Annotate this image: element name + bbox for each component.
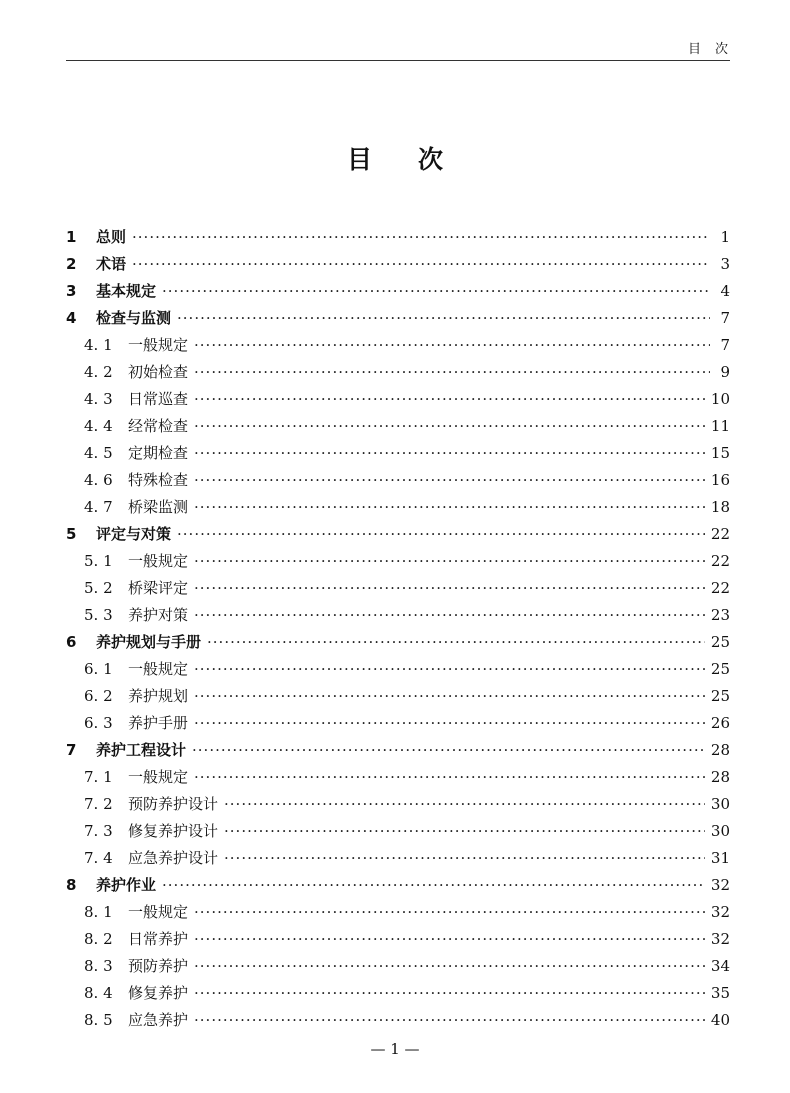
toc-entry-label: 养护作业	[96, 876, 157, 894]
toc-entry-label: 总则	[96, 228, 127, 246]
toc-entry-page: 7	[720, 309, 730, 327]
toc-entry-number: 7. 4	[84, 849, 113, 867]
toc-entry-page: 3	[720, 255, 730, 273]
toc-entry-number: 5. 3	[84, 606, 113, 624]
table-of-contents	[66, 224, 730, 1034]
toc-entry-label: 养护手册	[128, 714, 189, 732]
toc-entry-label: 一般规定	[128, 552, 189, 570]
toc-dot-leader	[224, 818, 705, 845]
toc-entry-page: 22	[710, 579, 730, 597]
toc-entry-label: 检查与监测	[96, 309, 172, 327]
toc-section-entry[interactable]	[66, 818, 730, 845]
toc-chapter-entry[interactable]	[66, 305, 730, 332]
running-header-title: 目次	[687, 42, 742, 57]
toc-entry-page: 35	[710, 984, 730, 1002]
toc-entry-page: 7	[720, 336, 730, 354]
toc-entry-page: 25	[710, 687, 730, 705]
toc-entry-number: 4. 4	[84, 417, 113, 435]
toc-chapter-entry[interactable]	[66, 737, 730, 764]
toc-chapter-entry[interactable]	[66, 224, 730, 251]
toc-chapter-entry[interactable]	[66, 278, 730, 305]
toc-entry-number: 5	[66, 525, 77, 543]
toc-entry-page: 18	[710, 498, 730, 516]
toc-entry-number: 4. 6	[84, 471, 113, 489]
toc-dot-leader	[132, 224, 710, 251]
toc-entry-page: 30	[710, 795, 730, 813]
toc-entry-number: 8. 2	[84, 930, 113, 948]
toc-entry-page: 34	[710, 957, 730, 975]
toc-section-entry[interactable]	[66, 467, 730, 494]
toc-entry-page: 22	[710, 552, 730, 570]
toc-entry-page: 23	[710, 606, 730, 624]
toc-section-entry[interactable]	[66, 791, 730, 818]
toc-entry-page: 40	[710, 1011, 730, 1029]
toc-entry-number: 7. 3	[84, 822, 113, 840]
toc-dot-leader	[194, 980, 705, 1007]
toc-section-entry[interactable]	[66, 764, 730, 791]
toc-dot-leader	[194, 359, 710, 386]
toc-entry-label: 应急养护设计	[128, 849, 219, 867]
toc-section-entry[interactable]	[66, 926, 730, 953]
toc-dot-leader	[194, 440, 705, 467]
toc-entry-label: 经常检查	[128, 417, 189, 435]
toc-dot-leader	[177, 305, 710, 332]
toc-chapter-entry[interactable]	[66, 629, 730, 656]
toc-entry-label: 应急养护	[128, 1011, 189, 1029]
toc-dot-leader	[194, 683, 705, 710]
toc-entry-label: 预防养护设计	[128, 795, 219, 813]
running-header	[66, 32, 742, 61]
toc-entry-number: 8. 5	[84, 1011, 113, 1029]
toc-dot-leader	[224, 845, 705, 872]
toc-entry-label: 养护规划与手册	[96, 633, 202, 651]
toc-entry-label: 养护对策	[128, 606, 189, 624]
toc-entry-label: 评定与对策	[96, 525, 172, 543]
toc-entry-label: 一般规定	[128, 903, 189, 921]
toc-entry-label: 一般规定	[128, 336, 189, 354]
toc-section-entry[interactable]	[66, 440, 730, 467]
toc-entry-label: 修复养护	[128, 984, 189, 1002]
toc-entry-label: 术语	[96, 255, 127, 273]
toc-section-entry[interactable]	[66, 413, 730, 440]
toc-entry-page: 16	[710, 471, 730, 489]
toc-dot-leader	[162, 872, 705, 899]
toc-section-entry[interactable]	[66, 1007, 730, 1034]
toc-entry-number: 5. 2	[84, 579, 113, 597]
toc-entry-label: 基本规定	[96, 282, 157, 300]
toc-entry-label: 定期检查	[128, 444, 189, 462]
toc-dot-leader	[194, 602, 705, 629]
toc-entry-label: 日常养护	[128, 930, 189, 948]
toc-entry-number: 6. 1	[84, 660, 113, 678]
toc-dot-leader	[192, 737, 705, 764]
toc-entry-number: 4. 2	[84, 363, 113, 381]
toc-entry-label: 桥梁监测	[128, 498, 189, 516]
toc-entry-page: 26	[710, 714, 730, 732]
toc-entry-label: 养护工程设计	[96, 741, 187, 759]
toc-entry-page: 30	[710, 822, 730, 840]
toc-entry-number: 4. 5	[84, 444, 113, 462]
toc-entry-label: 预防养护	[128, 957, 189, 975]
toc-section-entry[interactable]	[66, 494, 730, 521]
toc-entry-page: 22	[710, 525, 730, 543]
toc-dot-leader	[194, 764, 705, 791]
toc-entry-label: 日常巡查	[128, 390, 189, 408]
toc-dot-leader	[194, 656, 705, 683]
toc-entry-label: 初始检查	[128, 363, 189, 381]
toc-entry-number: 4. 1	[84, 336, 113, 354]
toc-entry-page: 31	[710, 849, 730, 867]
page-title: 目次	[346, 145, 489, 174]
toc-entry-number: 4. 7	[84, 498, 113, 516]
toc-dot-leader	[194, 494, 705, 521]
toc-section-entry[interactable]	[66, 602, 730, 629]
toc-entry-number: 6	[66, 633, 77, 651]
toc-entry-page: 32	[710, 876, 730, 894]
toc-chapter-entry[interactable]	[66, 872, 730, 899]
toc-dot-leader	[194, 899, 705, 926]
toc-dot-leader	[194, 1007, 705, 1034]
toc-dot-leader	[177, 521, 705, 548]
toc-entry-number: 6. 3	[84, 714, 113, 732]
toc-entry-label: 养护规划	[128, 687, 189, 705]
toc-entry-page: 28	[710, 768, 730, 786]
toc-entry-number: 4. 3	[84, 390, 113, 408]
toc-section-entry[interactable]	[66, 899, 730, 926]
toc-entry-number: 8. 1	[84, 903, 113, 921]
toc-entry-page: 11	[710, 417, 730, 435]
toc-dot-leader	[194, 575, 705, 602]
toc-dot-leader	[194, 386, 705, 413]
toc-dot-leader	[194, 548, 705, 575]
toc-entry-label: 一般规定	[128, 660, 189, 678]
toc-section-entry[interactable]	[66, 845, 730, 872]
toc-dot-leader	[194, 413, 705, 440]
toc-entry-number: 7. 2	[84, 795, 113, 813]
toc-entry-number: 5. 1	[84, 552, 113, 570]
toc-section-entry[interactable]	[66, 575, 730, 602]
toc-chapter-entry[interactable]	[66, 521, 730, 548]
toc-entry-number: 3	[66, 282, 77, 300]
toc-dot-leader	[194, 332, 710, 359]
toc-dot-leader	[207, 629, 705, 656]
toc-dot-leader	[194, 467, 705, 494]
toc-entry-label: 桥梁评定	[128, 579, 189, 597]
toc-section-entry[interactable]	[66, 332, 730, 359]
toc-entry-page: 32	[710, 903, 730, 921]
toc-section-entry[interactable]	[66, 710, 730, 737]
toc-dot-leader	[224, 791, 705, 818]
toc-entry-label: 一般规定	[128, 768, 189, 786]
toc-entry-page: 15	[710, 444, 730, 462]
toc-section-entry[interactable]	[66, 548, 730, 575]
toc-entry-page: 10	[710, 390, 730, 408]
toc-entry-label: 特殊检查	[128, 471, 189, 489]
toc-section-entry[interactable]	[66, 656, 730, 683]
toc-dot-leader	[132, 251, 710, 278]
toc-dot-leader	[162, 278, 710, 305]
toc-entry-page: 28	[710, 741, 730, 759]
toc-section-entry[interactable]	[66, 683, 730, 710]
toc-entry-label: 修复养护设计	[128, 822, 219, 840]
toc-entry-number: 8. 4	[84, 984, 113, 1002]
toc-entry-page: 1	[720, 228, 730, 246]
toc-entry-number: 4	[66, 309, 77, 327]
toc-section-entry[interactable]	[66, 359, 730, 386]
toc-section-entry[interactable]	[66, 386, 730, 413]
toc-entry-page: 25	[710, 633, 730, 651]
toc-section-entry[interactable]	[66, 953, 730, 980]
toc-entry-page: 9	[720, 363, 730, 381]
toc-entry-number: 7	[66, 741, 77, 759]
toc-entry-page: 32	[710, 930, 730, 948]
toc-entry-number: 6. 2	[84, 687, 113, 705]
toc-dot-leader	[194, 953, 705, 980]
toc-dot-leader	[194, 710, 705, 737]
toc-section-entry[interactable]	[66, 980, 730, 1007]
toc-chapter-entry[interactable]	[66, 251, 730, 278]
page-number: — 1 —	[370, 1040, 420, 1058]
toc-entry-number: 8. 3	[84, 957, 113, 975]
toc-entry-number: 7. 1	[84, 768, 113, 786]
toc-entry-number: 2	[66, 255, 77, 273]
toc-dot-leader	[194, 926, 705, 953]
toc-entry-number: 1	[66, 228, 77, 246]
toc-entry-page: 4	[720, 282, 730, 300]
toc-entry-number: 8	[66, 876, 77, 894]
toc-entry-page: 25	[710, 660, 730, 678]
